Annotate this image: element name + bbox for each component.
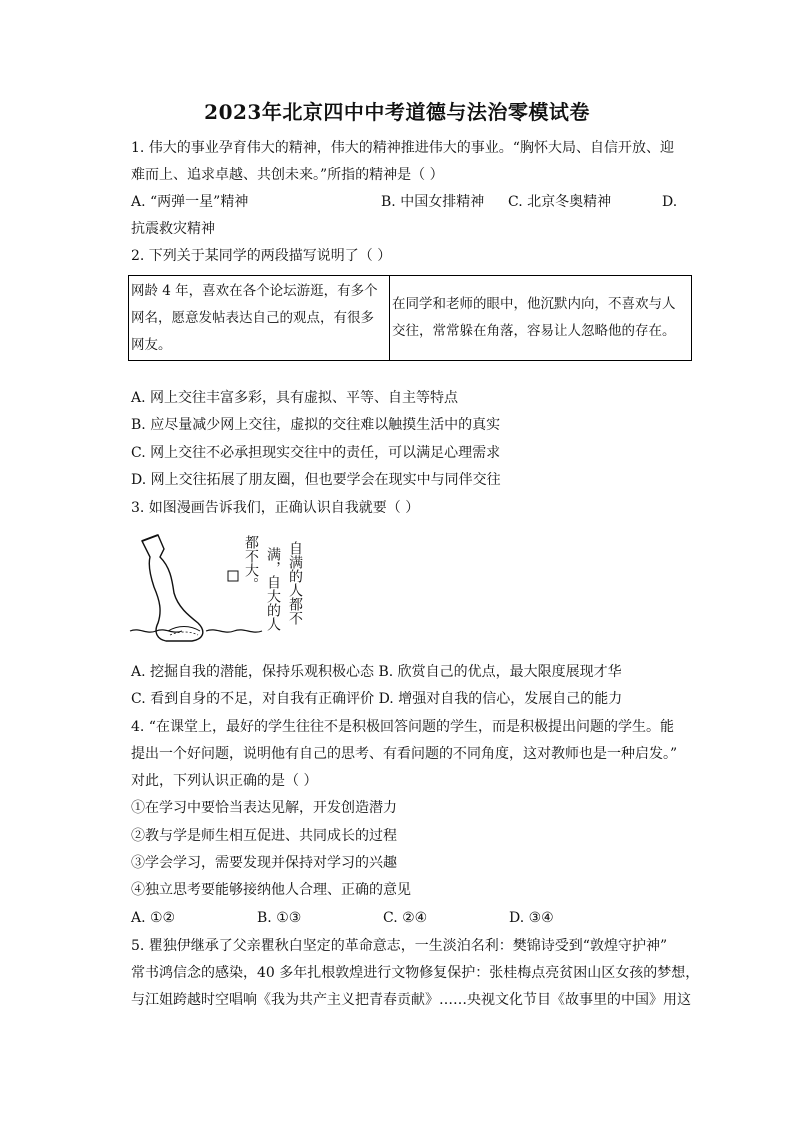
q2-left-line-2: 网名，愿意发帖表达自己的观点，有很多 bbox=[131, 309, 374, 326]
q3-option-ab: A. 挖掘自我的潜能，保持乐观积极心态 B. 欣赏自己的优点，最大限度展现才华 bbox=[131, 664, 622, 680]
cartoon-illustration bbox=[128, 527, 308, 645]
q4-statement-1: ①在学习中要恰当表达见解，开发创造潜力 bbox=[131, 800, 397, 816]
q2-right-line-1: 在同学和老师的眼中，他沉默内向，不喜欢与人 bbox=[392, 296, 676, 312]
water-wave-right bbox=[206, 630, 262, 632]
q1-option-d-text: 抗震救灾精神 bbox=[131, 221, 215, 237]
q1-stem-line-1: 1. 伟大的事业孕育伟大的精神，伟大的精神推进伟大的事业。“胸怀大局、自信开放、迎 bbox=[131, 140, 674, 156]
q4-option-a: A. ①② bbox=[131, 910, 176, 926]
q4-stem-line-2: 提出一个好问题，说明他有自己的思考、有看问题的不同角度，这对教师也是一种启发。” bbox=[131, 746, 678, 762]
q5-stem-line-1: 5. 瞿独伊继承了父亲瞿秋白坚定的革命意志，一生淡泊名利：樊锦诗受到“敦煌守护神” bbox=[131, 938, 668, 954]
q2-table-right-cell bbox=[390, 276, 692, 361]
q4-statement-2: ②教与学是师生相互促进、共同成长的过程 bbox=[131, 828, 397, 844]
q4-stem-line-3: 对此，下列认识正确的是（ ） bbox=[131, 773, 318, 789]
q1-stem-line-2: 难而上、追求卓越、共创未来。”所指的精神是（ ） bbox=[131, 167, 444, 183]
q2-stem: 2. 下列关于某同学的两段描写说明了（ ） bbox=[131, 248, 392, 264]
q2-description-table bbox=[128, 275, 692, 361]
q4-statement-4: ④独立思考要能够接纳他人合理、正确的意见 bbox=[131, 882, 411, 898]
artist-seal bbox=[228, 571, 238, 581]
q4-statement-3: ③学会学习，需要发现并保持对学习的兴趣 bbox=[131, 855, 397, 871]
q2-table-left-cell bbox=[129, 276, 390, 361]
q4-stem-line-1: 4. “在课堂上，最好的学生往往不是积极回答问题的学生，而是积极提出问题的学生。能 bbox=[131, 719, 674, 735]
q2-left-line-1: 网龄 4 年，喜欢在各个论坛游逛，有多个 bbox=[131, 282, 378, 299]
q4-option-c: C. ②④ bbox=[383, 910, 428, 926]
q2-option-a: A. 网上交往丰富多彩，具有虚拟、平等、自主等特点 bbox=[131, 390, 459, 406]
q4-option-d: D. ③④ bbox=[509, 910, 554, 926]
q2-option-b: B. 应尽量减少网上交往，虚拟的交往难以触摸生活中的真实 bbox=[131, 417, 501, 433]
q1-option-a: A. “两弹一星”精神 bbox=[131, 194, 249, 210]
bottle-body bbox=[142, 535, 203, 641]
q5-stem-line-3: 与江姐跨越时空唱响《我为共产主义把青春贡献》……央视文化节目《故事里的中国》用这 bbox=[131, 992, 691, 1008]
q2-right-line-2: 交往，常常躲在角落，容易让人忽略他的存在。 bbox=[392, 323, 676, 339]
q1-option-d-label: D. bbox=[662, 194, 678, 210]
cartoon-text-col-1: 自满的人都不 bbox=[287, 541, 303, 625]
q2-option-d: D. 网上交往拓展了朋友圈，但也要学会在现实中与同伴交往 bbox=[131, 472, 501, 488]
q3-option-cd: C. 看到自身的不足，对自我有正确评价 D. 增强对自我的信心，发展自己的能力 bbox=[131, 691, 623, 707]
q5-stem-line-2: 常书鸿信念的感染，40 多年扎根敦煌进行文物修复保护：张桂梅点亮贫困山区女孩的梦想， bbox=[131, 965, 700, 981]
q1-option-c: C. 北京冬奥精神 bbox=[508, 194, 612, 210]
q2-option-c: C. 网上交往不必承担现实交往中的责任，可以满足心理需求 bbox=[131, 445, 501, 461]
cartoon-text-col-3: 都不大。 bbox=[243, 535, 259, 591]
cartoon-text-col-2: 满，自大的人 bbox=[265, 547, 281, 631]
q2-left-line-3: 网友。 bbox=[131, 336, 172, 353]
page-title: 2023年北京四中中考道德与法治零模试卷 bbox=[204, 100, 590, 124]
q3-stem: 3. 如图漫画告诉我们，正确认识自我就要（ ） bbox=[131, 500, 420, 516]
q1-option-b: B. 中国女排精神 bbox=[381, 194, 485, 210]
q4-option-b: B. ①③ bbox=[257, 910, 302, 926]
